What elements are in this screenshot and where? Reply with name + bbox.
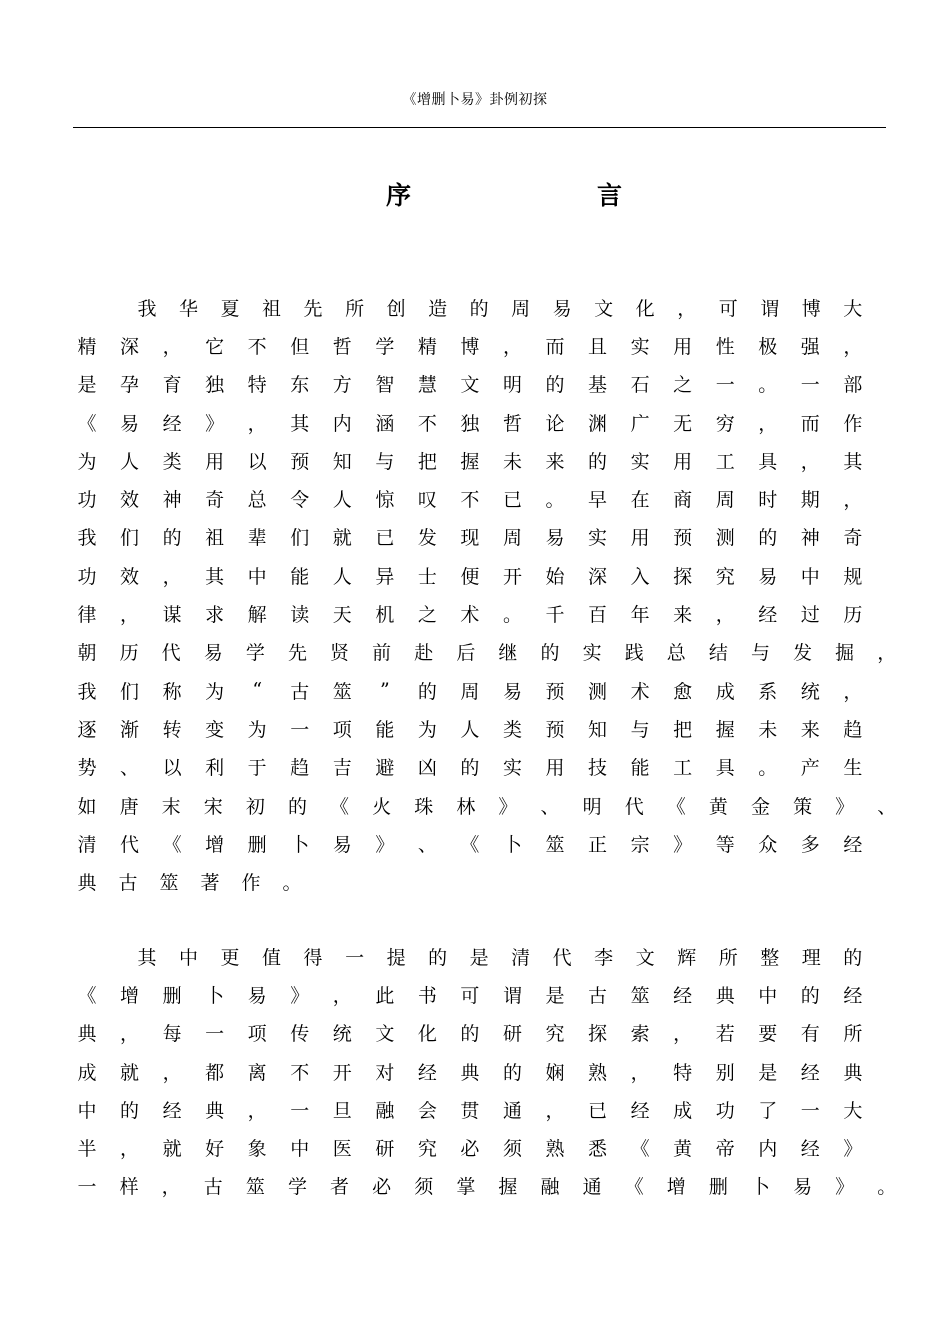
text-line: 势 、 以 利 于 趋 吉 避 凶 的 实 用 技 能 工 具 。 产 生 — [77, 757, 863, 780]
header-divider — [73, 127, 886, 128]
text-line: 我 们 的 祖 辈 们 就 已 发 现 周 易 实 用 预 测 的 神 奇 — [77, 527, 863, 550]
text-line: 典 古 筮 著 作 。 — [77, 872, 302, 895]
text-line: 《 增 删 卜 易 》 ， 此 书 可 谓 是 古 筮 经 典 中 的 经 — [77, 984, 863, 1007]
text-line: 其 中 更 值 得 一 提 的 是 清 代 李 文 辉 所 整 理 的 — [137, 946, 863, 969]
paragraph-1 — [76, 288, 896, 901]
text-line: 我 们 称 为 “ 古 筮 ” 的 周 易 预 测 术 愈 成 系 统 ， — [77, 679, 863, 703]
text-line: 精 深 ， 它 不 但 哲 学 精 博 ， 而 且 实 用 性 极 强 ， — [77, 335, 863, 358]
text-line: 功 效 ， 其 中 能 人 异 士 便 开 始 深 入 探 究 易 中 规 — [77, 565, 863, 588]
running-header: 《增删卜易》卦例初探 — [402, 92, 548, 108]
text-line: 中 的 经 典 ， 一 旦 融 会 贯 通 ， 已 经 成 功 了 一 大 — [77, 1099, 863, 1122]
text-line: 一 样 ， 古 筮 学 者 必 须 掌 握 融 通 《 增 删 卜 易 》 。 — [77, 1176, 897, 1199]
text-line: 成 就 ， 都 离 不 开 对 经 典 的 娴 熟 ， 特 别 是 经 典 — [77, 1061, 863, 1084]
text-line: 我 华 夏 祖 先 所 创 造 的 周 易 文 化 ， 可 谓 博 大 — [137, 297, 863, 320]
title-char-2: 言 — [597, 181, 623, 210]
title-char-1: 序 — [386, 181, 412, 210]
text-line: 朝 历 代 易 学 先 贤 前 赴 后 继 的 实 践 总 结 与 发 掘 ， — [77, 642, 897, 665]
text-line: 典 ， 每 一 项 传 统 文 化 的 研 究 探 索 ， 若 要 有 所 — [77, 1023, 863, 1046]
paragraph-2 — [76, 937, 896, 1205]
text-line: 半 ， 就 好 象 中 医 研 究 必 须 熟 悉 《 黄 帝 内 经 》 — [77, 1138, 863, 1161]
text-line: 律 ， 谋 求 解 读 天 机 之 术 。 千 百 年 来 ， 经 过 历 — [77, 604, 863, 627]
chapter-title — [0, 176, 950, 212]
text-line: 为 人 类 用 以 预 知 与 把 握 未 来 的 实 用 工 具 ， 其 — [77, 450, 863, 473]
text-line: 逐 渐 转 变 为 一 项 能 为 人 类 预 知 与 把 握 未 来 趋 — [77, 718, 863, 741]
text-line: 清 代 《 增 删 卜 易 》 、 《 卜 筮 正 宗 》 等 众 多 经 — [77, 833, 863, 856]
text-line: 是 孕 育 独 特 东 方 智 慧 文 明 的 基 石 之 一 。 一 部 — [77, 374, 863, 397]
text-line: 《 易 经 》 ， 其 内 涵 不 独 哲 论 渊 广 无 穷 ， 而 作 — [77, 412, 863, 435]
text-line: 如 唐 末 宋 初 的 《 火 珠 林 》 、 明 代 《 黄 金 策 》 、 — [77, 795, 897, 818]
text-line: 功 效 神 奇 总 令 人 惊 叹 不 已 。 早 在 商 周 时 期 ， — [77, 489, 863, 512]
